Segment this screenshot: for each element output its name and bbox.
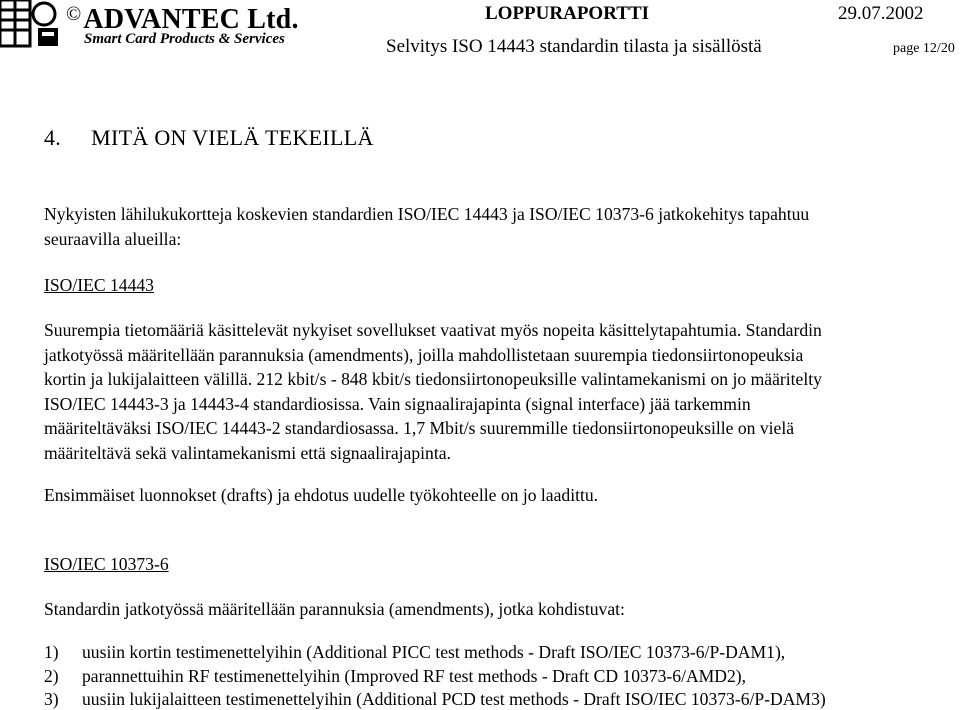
section-title: MITÄ ON VIELÄ TEKEILLÄ <box>91 125 374 150</box>
company-name-text: ADVANTEC Ltd. <box>83 4 299 35</box>
intro-line-1: Nykyisten lähilukukortteja koskevien standardien ISO/IEC 14443 ja ISO/IEC 10373-6 jatkokehitys tapahtuu <box>44 204 810 224</box>
iso14443-para-line: ISO/IEC 14443-3 ja 14443-4 standardiosissa. Vain signaalirajapinta (signal interface) jää tarkemmin <box>44 394 751 414</box>
intro-line-2: seuraavilla alueilla: <box>44 229 182 249</box>
iso10373-heading-text: ISO/IEC 10373-6 <box>44 554 169 574</box>
list-item-number: 2) <box>44 666 59 686</box>
report-title: LOPPURAPORTTI <box>485 3 650 24</box>
list-item-number: 3) <box>44 689 59 709</box>
iso14443-para-line: määriteltäväksi ISO/IEC 14443-2 standardiosassa. 1,7 Mbit/s suuremmille tiedonsiirtonopeuksille on vielä <box>44 418 795 438</box>
list-item-text: uusiin kortin testimenettelyihin (Additional PICC test methods - Draft ISO/IEC 10373-6/P-DAM1), <box>82 642 786 662</box>
iso14443-heading-text: ISO/IEC 14443 <box>44 275 154 295</box>
iso14443-para-line: Suurempia tietomääriä käsittelevät nykyiset sovellukset vaativat myös nopeita käsittelytapahtumia. Standardin <box>44 320 822 340</box>
iso10373-heading <box>44 552 169 576</box>
section-number: 4. <box>44 125 62 150</box>
iso14443-para-line: kortin ja lukijalaitteen välillä. 212 kbit/s - 848 kbit/s tiedonsiirtonopeuksille valintamekanismi on jo määritelty <box>44 369 822 389</box>
list-item-number: 1) <box>44 642 59 662</box>
iso14443-heading <box>44 273 154 297</box>
copyright-symbol: © <box>66 3 82 25</box>
advantec-logo-icon <box>0 0 62 50</box>
list-item-text: parannettuihin RF testimenettelyihin (Improved RF test methods - Draft CD 10373-6/AMD2), <box>82 666 747 686</box>
list-item <box>44 642 785 663</box>
page-number: page 12/20 <box>893 41 955 56</box>
report-date: 29.07.2002 <box>838 3 924 24</box>
list-item-text: uusiin lukijalaitteen testimenettelyihin (Additional PCD test methods - Draft ISO/IEC 10373-6/P-DAM3) <box>82 689 826 709</box>
iso14443-para-line: määriteltävä sekä valintamekanismi että signaalirajapinta. <box>44 443 451 463</box>
list-item <box>44 666 746 687</box>
iso14443-para-2: Ensimmäiset luonnokset (drafts) ja ehdotus uudelle työkohteelle on jo laadittu. <box>44 485 599 505</box>
report-subtitle: Selvitys ISO 14443 standardin tilasta ja sisällöstä <box>386 36 762 57</box>
section-heading <box>44 125 374 151</box>
company-tagline: Smart Card Products & Services <box>84 31 285 47</box>
iso10373-intro: Standardin jatkotyössä määritellään parannuksia (amendments), jotka kohdistuvat: <box>44 599 625 619</box>
iso14443-para-line: jatkotyössä määritellään parannuksia (amendments), joilla mahdollistetaan suurempia tiedonsiirtonopeuksia <box>44 345 804 365</box>
list-item <box>44 689 826 710</box>
